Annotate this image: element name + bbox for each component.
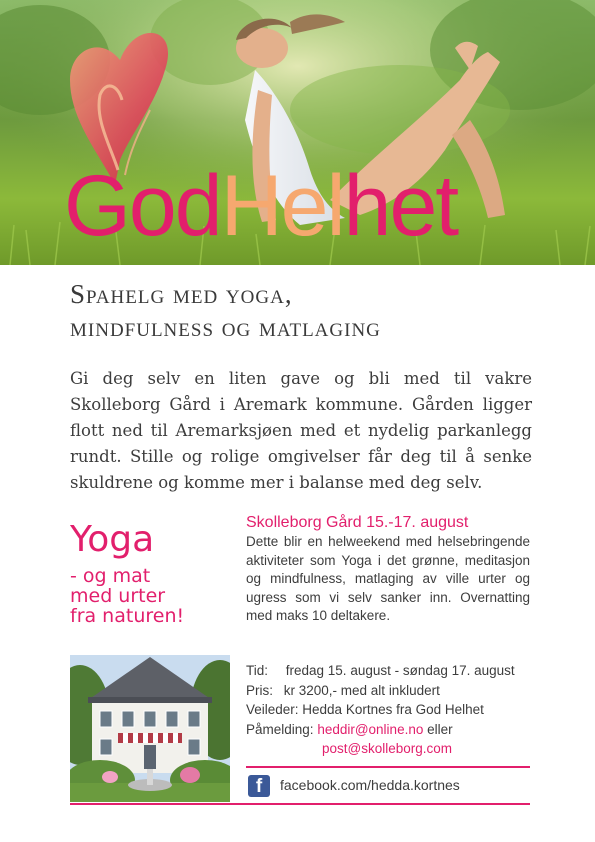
title-line-2: mindfulness og matlaging <box>70 312 381 342</box>
tagline-subtext <box>70 566 184 626</box>
tagline-line-1: - og mat <box>70 565 151 587</box>
detail-signup-2 <box>246 739 536 759</box>
intro-paragraph: Gi deg selv en liten gave og bli med til vakre Skolleborg Gård i Aremark kommune. Gården ligger flott ned til Aremarksjøen med et nydelig parkanlegg rundt. Stille og rolige omgivelser får deg til å senke skuldrene og komme mer i balanse med deg selv. <box>70 369 532 492</box>
price-label: Pris: <box>246 682 273 698</box>
bottom-divider <box>70 803 530 805</box>
logo-part-hel: Hel <box>220 158 344 254</box>
facebook-icon[interactable]: f <box>248 775 270 797</box>
detail-price <box>246 681 536 701</box>
time-value: fredag 15. august - søndag 17. august <box>285 663 515 678</box>
event-title: Skolleborg Gård 15.-17. august <box>246 514 469 531</box>
title-line-1: Spahelg med yoga, <box>70 279 293 309</box>
detail-signup <box>246 720 536 740</box>
facebook-link[interactable]: facebook.com/hedda.kortnes <box>280 777 460 793</box>
page-title <box>70 278 550 344</box>
tagline-line-3: fra naturen! <box>70 605 185 627</box>
house-photo <box>70 655 230 802</box>
logo-part-god: God <box>64 158 221 254</box>
divider <box>246 766 530 768</box>
godhelhet-logo <box>64 158 458 254</box>
signup-email-2[interactable]: post@skolleborg.com <box>322 741 453 756</box>
hero-banner <box>0 0 595 265</box>
detail-guide: Veileder: Hedda Kortnes fra God Helhet <box>246 702 484 717</box>
event-description: Dette blir en helweekend med helsebringende aktiviteter som Yoga i det grønne, meditasjon og mindfulness, matlaging av ville urter og ugress som vi selv sanker inn. Overnatting med maks 10 deltakere. <box>246 534 530 623</box>
price-value: kr 3200,- med alt inkludert <box>283 682 440 698</box>
tagline-line-2: med urter <box>70 585 166 607</box>
event-details <box>246 661 536 759</box>
detail-time <box>246 661 536 681</box>
time-label: Tid: <box>246 663 269 678</box>
signup-email-1[interactable]: heddir@online.no <box>317 721 424 737</box>
signup-or: eller <box>427 721 453 737</box>
tagline-yoga: Yoga <box>70 519 155 560</box>
signup-label: Påmelding: <box>246 721 314 737</box>
logo-part-het: het <box>343 158 458 254</box>
